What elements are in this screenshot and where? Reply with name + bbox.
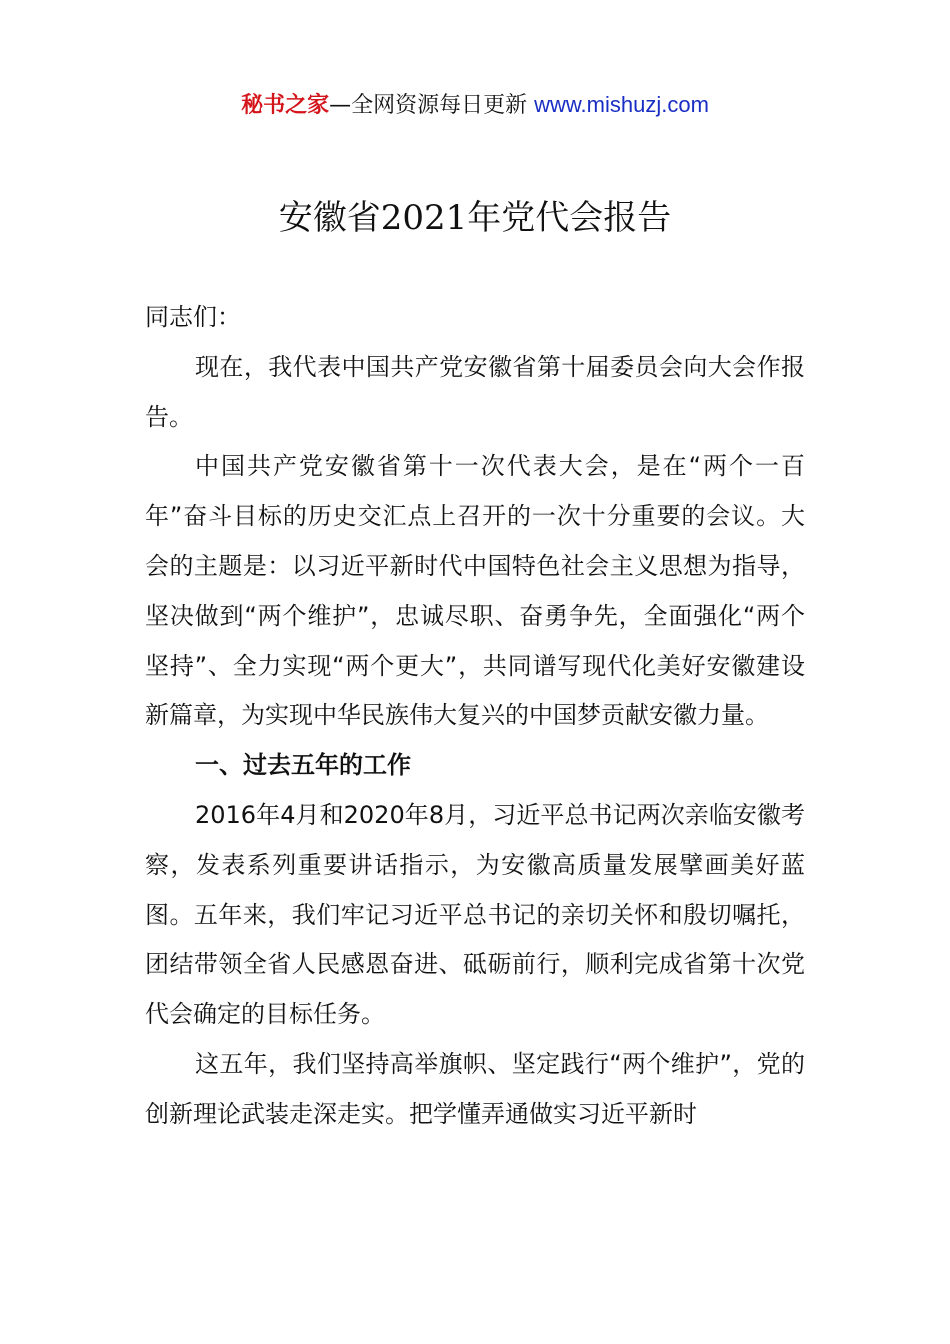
paragraph: 2016年4月和2020年8月，习近平总书记两次亲临安徽考察，发表系列重要讲话指示，为安徽高质量发展擘画美好蓝图。五年来，我们牢记习近平总书记的亲切关怀和殷切嘱托，团结带领全省人民感恩奋进、砥砺前行，顺利完成省第十次党代会确定的目标任务。 <box>145 800 805 1029</box>
document-body <box>145 293 805 1140</box>
paragraph: 中国共产党安徽省第十一次代表大会，是在“两个一百年”奋斗目标的历史交汇点上召开的一次十分重要的会议。大会的主题是：以习近平新时代中国特色社会主义思想为指导，坚决做到“两个维护”，忠诚尽职、奋勇争先，全面强化“两个坚持”、全力实现“两个更大”，共同谱写现代化美好安徽建设新篇章，为实现中华民族伟大复兴的中国梦贡献安徽力量。 <box>145 452 805 730</box>
document-title: 安徽省2021年党代会报告 <box>278 198 672 238</box>
site-brand: 秘书之家 <box>241 93 330 118</box>
paragraph: 这五年，我们坚持高举旗帜、坚定践行“两个维护”，党的创新理论武装走深走实。把学懂弄通做实习近平新时 <box>145 1049 805 1128</box>
site-header <box>0 88 950 123</box>
salutation: 同志们： <box>145 303 241 331</box>
site-tagline: —全网资源每日更新 <box>329 93 535 118</box>
section-heading: 一、过去五年的工作 <box>195 751 411 780</box>
site-url-link[interactable]: www.mishuzj.com <box>534 92 709 117</box>
paragraph: 现在，我代表中国共产党安徽省第十届委员会向大会作报告。 <box>145 352 805 431</box>
